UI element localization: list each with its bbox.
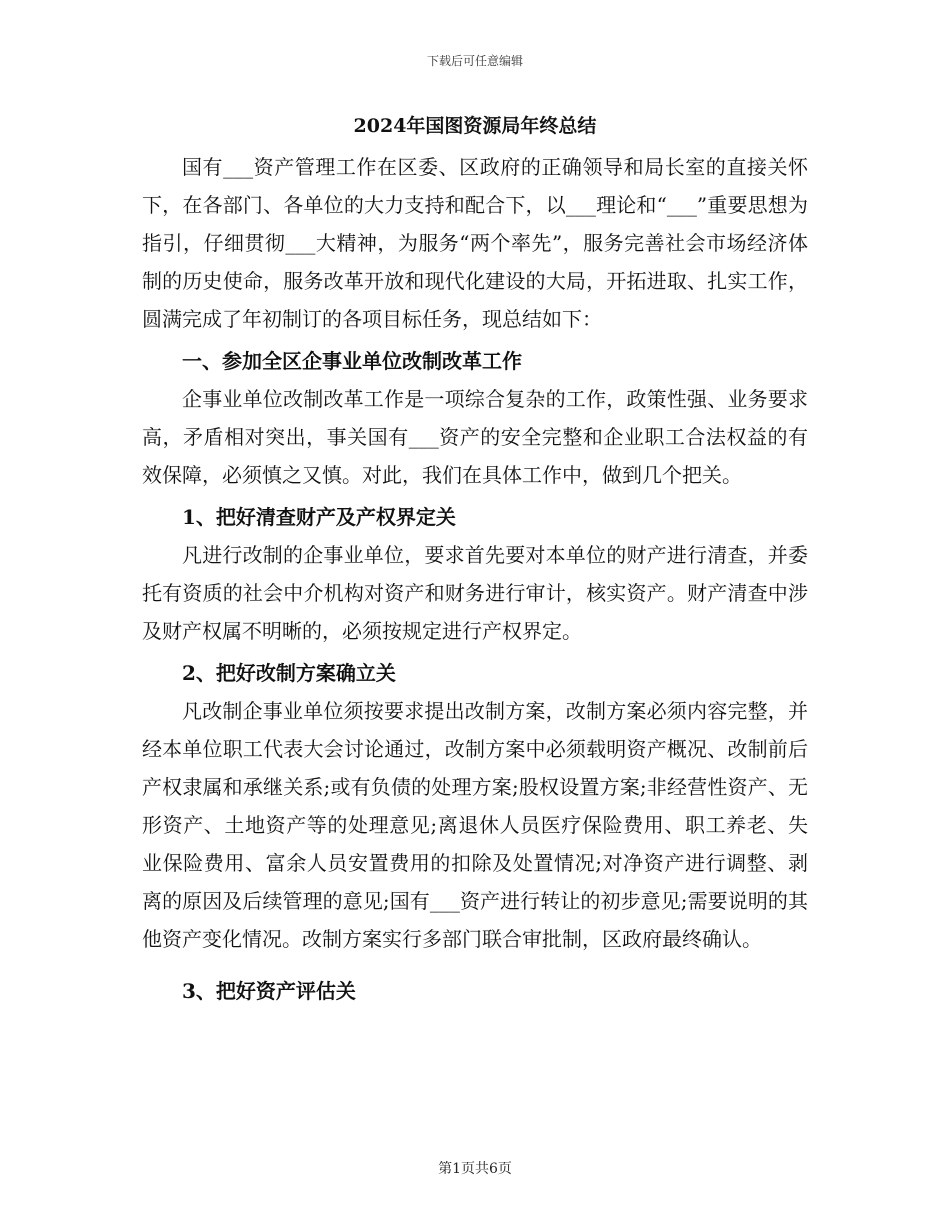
item2-paragraph: 凡改制企事业单位须按要求提出改制方案，改制方案必须内容完整，并经本单位职工代表大会讨论通过，改制方案中必须载明资产概况、改制前后产权隶属和承继关系;或有负债的处理方案;股权设置方案;非经营性资产、无形资产、土地资产等的处理意见;离退休人员医疗保险费用、职工养老、失业保险费用、富余人员安置费用的扣除及处置情况;对净资产进行调整、剥离的原因及后续管理的意见;国有___资产进行转让的初步意见;需要说明的其他资产变化情况。改制方案实行多部门联合审批制，区政府最终确认。 [142, 699, 808, 951]
page-number: 第1页共6页 [438, 1161, 512, 1177]
intro-paragraph: 国有___资产管理工作在区委、区政府的正确领导和局长室的直接关怀下，在各部门、各单位的大力支持和配合下，以___理论和“___”重要思想为指引，仔细贯彻___大精神，为服务“两个率先”，服务完善社会市场经济体制的历史使命，服务改革开放和现代化建设的大局，开拓进取、扎实工作，圆满完成了年初制订的各项目标任务，现总结如下： [142, 155, 808, 331]
document-title: 2024年国图资源局年终总结 [353, 115, 597, 137]
item1-heading: 1、把好清查财产及产权界定关 [182, 505, 456, 529]
item1-paragraph: 凡进行改制的企事业单位，要求首先要对本单位的财产进行清查，并委托有资质的社会中介机构对资产和财务进行审计，核实资产。财产清查中涉及财产权属不明晰的，必须按规定进行产权界定。 [142, 543, 808, 643]
page-header-note: 下载后可任意编辑 [426, 54, 523, 68]
section1-paragraph: 企事业单位改制改革工作是一项综合复杂的工作，政策性强、业务要求高，矛盾相对突出，事关国有___资产的安全完整和企业职工合法权益的有效保障，必须慎之又慎。对此，我们在具体工作中，做到几个把关。 [142, 387, 808, 487]
document-body [142, 112, 808, 1010]
item2-heading: 2、把好改制方案确立关 [182, 661, 396, 685]
section1-heading: 一、参加全区企事业单位改制改革工作 [182, 349, 522, 373]
item3-heading: 3、把好资产评估关 [182, 979, 356, 1003]
